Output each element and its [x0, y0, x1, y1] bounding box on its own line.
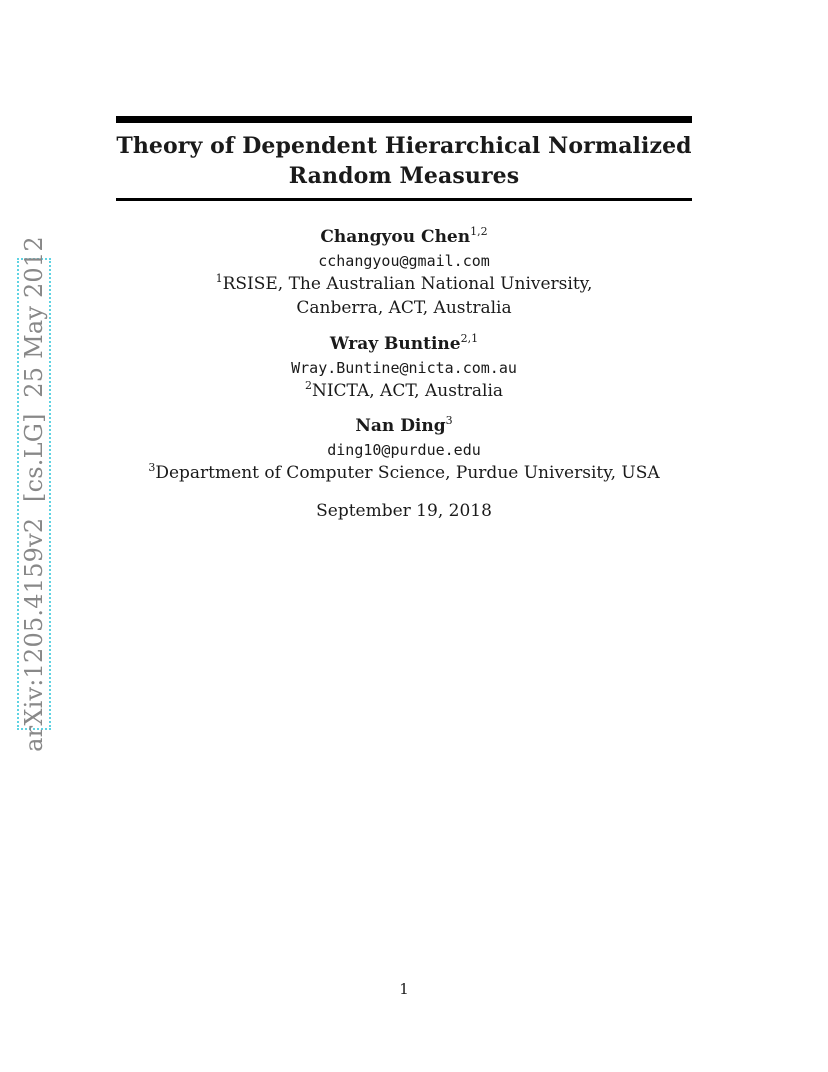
title-line-2: Random Measures [288, 163, 520, 189]
affiliation-sup: 3 [148, 461, 156, 474]
author-name-text: Nan Ding [355, 416, 446, 436]
author-name [116, 415, 692, 437]
paper-date: September 19, 2018 [316, 501, 492, 521]
paper-title [116, 131, 692, 191]
author-email[interactable]: cchangyou@gmail.com [318, 252, 490, 270]
author-affiliation [116, 461, 692, 485]
affiliation-text: NICTA, ACT, Australia [311, 381, 504, 401]
author-sup: 2,1 [460, 332, 479, 345]
author-block-2 [116, 333, 692, 403]
author-name-text: Wray Buntine [329, 334, 461, 354]
author-block-1 [116, 226, 692, 320]
affiliation-text: Department of Computer Science, Purdue University, USA [155, 463, 660, 483]
title-rule-top [116, 116, 692, 123]
arxiv-stamp: arXiv:1205.4159v2 [cs.LG] 25 May 2012 [20, 236, 48, 752]
author-sup: 1,2 [470, 225, 488, 238]
author-name [116, 226, 692, 248]
affiliation-sup: 1 [215, 272, 223, 285]
page-number: 1 [399, 980, 409, 998]
author-email[interactable]: Wray.Buntine@nicta.com.au [291, 359, 517, 377]
affiliation-text: RSISE, The Australian National University, [222, 274, 593, 294]
author-name-text: Changyou Chen [320, 227, 471, 247]
author-name [116, 333, 692, 355]
title-line-1: Theory of Dependent Hierarchical Normalized [116, 133, 692, 159]
title-rule-bottom [116, 198, 692, 201]
author-sup: 3 [445, 414, 453, 427]
author-affiliation [116, 379, 692, 403]
author-affiliation [116, 272, 692, 296]
author-block-3 [116, 415, 692, 485]
affiliation-sup: 2 [304, 379, 312, 392]
affiliation-text: Canberra, ACT, Australia [296, 298, 512, 318]
author-affiliation [116, 296, 692, 320]
author-email[interactable]: ding10@purdue.edu [327, 441, 481, 459]
